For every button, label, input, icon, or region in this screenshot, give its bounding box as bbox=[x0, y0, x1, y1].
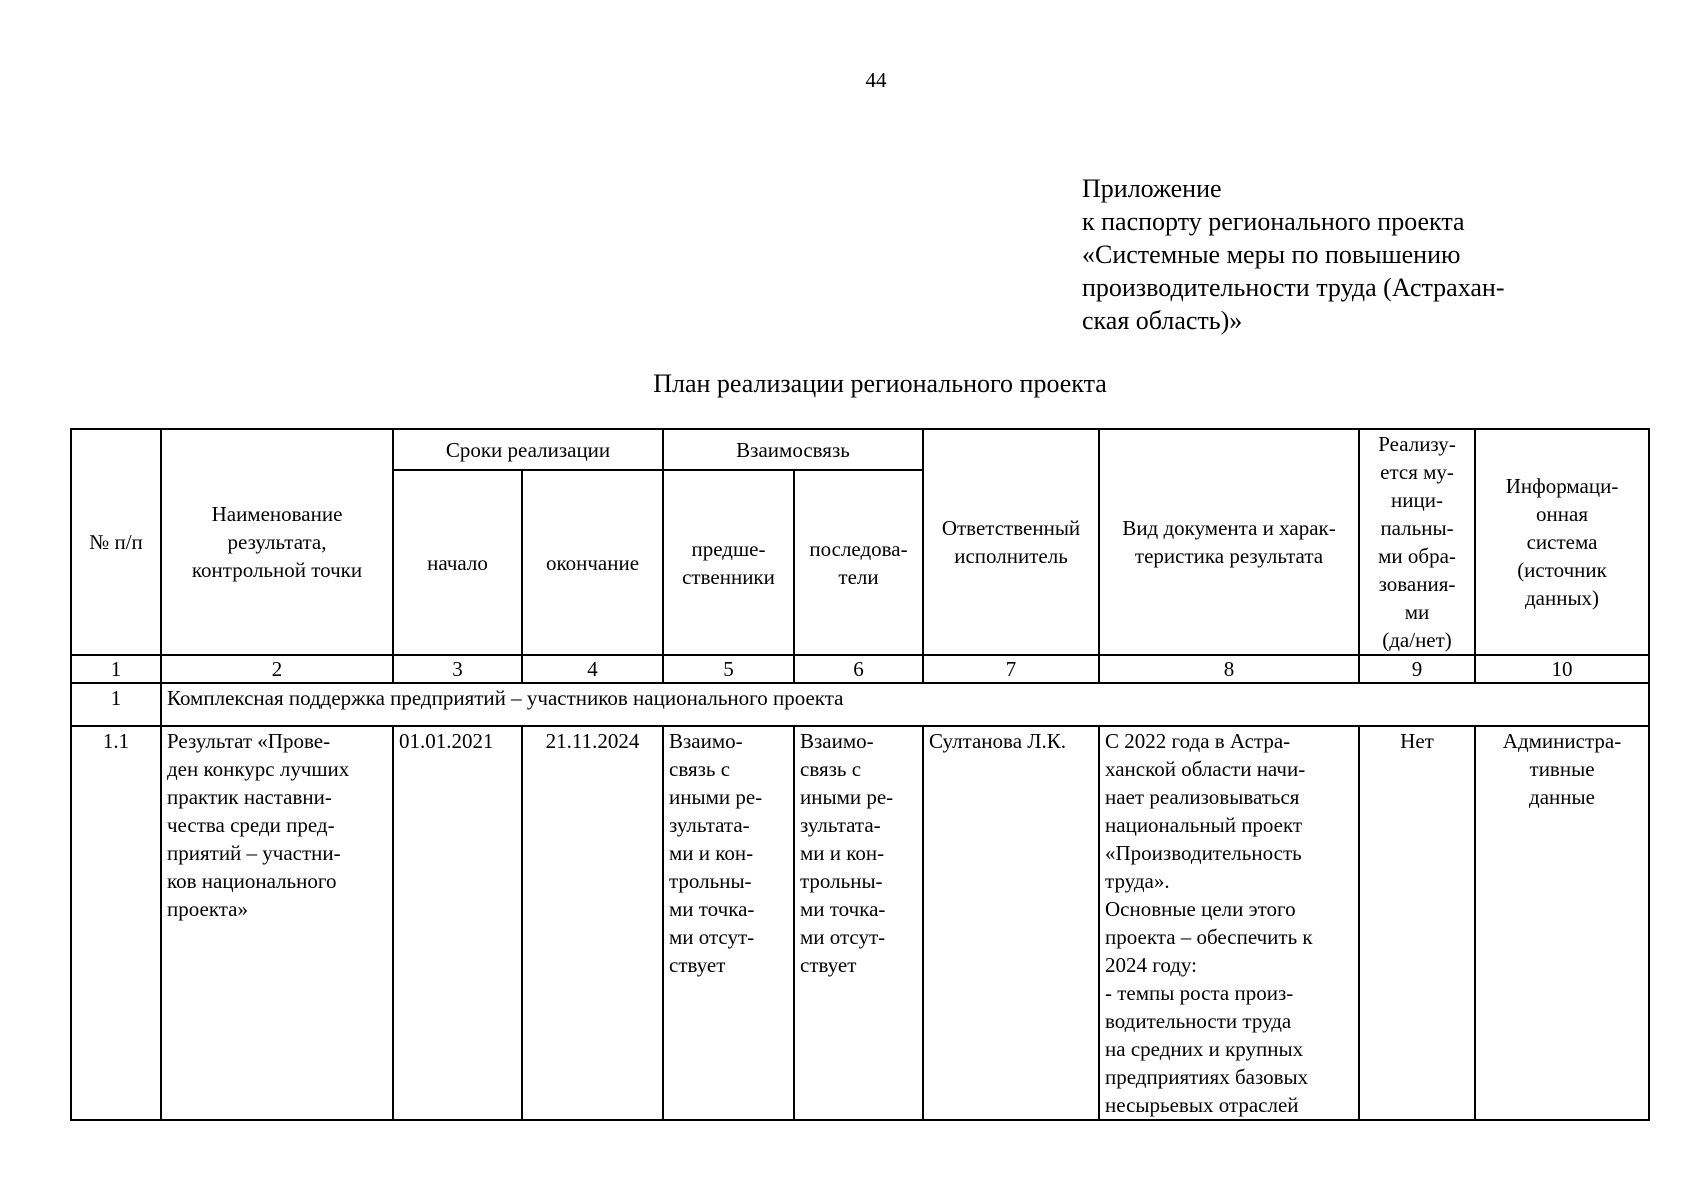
cell-line: ми и кон- bbox=[669, 841, 754, 865]
column-number: 9 bbox=[1359, 655, 1475, 683]
header-line: зования- bbox=[1378, 572, 1456, 596]
row-predecessors bbox=[663, 726, 794, 1120]
cell-line: ми отсут- bbox=[669, 925, 755, 949]
cell-line: трольны- bbox=[669, 869, 752, 893]
section-number: 1 bbox=[71, 683, 161, 726]
cell-line: национальный проект bbox=[1105, 813, 1303, 837]
column-number-row bbox=[71, 655, 1649, 683]
header-line: ници- bbox=[1391, 488, 1443, 512]
cell-line: приятий – участни- bbox=[167, 841, 341, 865]
cell-line: иными ре- bbox=[669, 785, 763, 809]
appendix-line: Приложение bbox=[1082, 174, 1222, 203]
cell-line: ми и кон- bbox=[800, 841, 885, 865]
cell-line: 2024 году: bbox=[1105, 953, 1197, 977]
plan-title: План реализации регионального проекта bbox=[653, 369, 1107, 398]
header-row bbox=[71, 429, 1649, 470]
cell-line: Основные цели этого bbox=[1105, 897, 1296, 921]
header-line: контрольной точки bbox=[191, 558, 363, 582]
header-num: № п/п bbox=[71, 429, 161, 655]
header-line: Ответственный bbox=[941, 516, 1081, 540]
header-line: Информаци- bbox=[1505, 474, 1619, 498]
header-line: (источник bbox=[1517, 558, 1607, 582]
row-number: 1.1 bbox=[71, 726, 161, 1120]
header-predecessors bbox=[663, 470, 794, 655]
column-number: 2 bbox=[161, 655, 393, 683]
column-number: 3 bbox=[393, 655, 522, 683]
section-row bbox=[71, 683, 1649, 726]
header-line: предше- bbox=[691, 536, 766, 561]
header-responsible bbox=[923, 429, 1099, 655]
cell-line: ми точка- bbox=[800, 897, 886, 921]
cell-line: ден конкурс лучших bbox=[167, 757, 350, 781]
cell-line: тивные bbox=[1529, 757, 1595, 781]
column-number: 5 bbox=[663, 655, 794, 683]
table-row bbox=[71, 726, 1649, 1120]
cell-line: - темпы роста произ- bbox=[1105, 981, 1294, 1005]
header-successors bbox=[794, 470, 923, 655]
header-line: (да/нет) bbox=[1382, 628, 1452, 652]
header-line: тели bbox=[838, 564, 879, 589]
appendix-line: «Системные меры по повышению bbox=[1082, 240, 1461, 269]
row-successors bbox=[794, 726, 923, 1120]
cell-line: данные bbox=[1529, 785, 1595, 809]
row-responsible: Султанова Л.К. bbox=[923, 726, 1099, 1120]
row-doc-type bbox=[1099, 726, 1359, 1120]
header-end: окончание bbox=[522, 470, 663, 655]
column-number: 8 bbox=[1099, 655, 1359, 683]
cell-line: ми точка- bbox=[669, 897, 755, 921]
header-line: результата, bbox=[227, 530, 327, 554]
appendix-line: к паспорту регионального проекта bbox=[1082, 207, 1465, 236]
header-line: пальны- bbox=[1380, 516, 1454, 540]
cell-line: Взаимо- bbox=[800, 729, 874, 753]
cell-line: ми отсут- bbox=[800, 925, 886, 949]
header-doc-type bbox=[1099, 429, 1359, 655]
cell-line: зультата- bbox=[669, 813, 750, 837]
header-line: теристика результата bbox=[1134, 544, 1324, 568]
column-number: 6 bbox=[794, 655, 923, 683]
cell-line: ков национального bbox=[167, 869, 337, 893]
cell-line: труда». bbox=[1105, 869, 1170, 893]
header-line: ственники bbox=[682, 564, 775, 589]
cell-line: Администра- bbox=[1502, 729, 1622, 753]
cell-line: проекта» bbox=[167, 897, 248, 921]
row-start-date: 01.01.2021 bbox=[393, 726, 522, 1120]
appendix-caption bbox=[1082, 172, 1505, 337]
cell-line: ствует bbox=[800, 953, 857, 977]
row-end-date: 21.11.2024 bbox=[522, 726, 663, 1120]
header-line: Реализу- bbox=[1378, 432, 1456, 456]
cell-line: Взаимо- bbox=[669, 729, 743, 753]
cell-line: «Производительность bbox=[1105, 841, 1302, 865]
cell-line: ханской области начи- bbox=[1105, 757, 1306, 781]
cell-line: связь с bbox=[800, 757, 862, 781]
row-result-name bbox=[161, 726, 393, 1120]
header-relation-group: Взаимосвязь bbox=[663, 429, 923, 470]
header-line: данных) bbox=[1524, 586, 1600, 610]
header-terms-group: Сроки реализации bbox=[393, 429, 663, 470]
header-info-system bbox=[1475, 429, 1649, 655]
header-line: Вид документа и харак- bbox=[1122, 516, 1336, 540]
column-number: 4 bbox=[522, 655, 663, 683]
cell-line: ствует bbox=[669, 953, 726, 977]
cell-line: иными ре- bbox=[800, 785, 894, 809]
header-line: исполнитель bbox=[954, 544, 1068, 568]
column-number: 7 bbox=[923, 655, 1099, 683]
row-info-system bbox=[1475, 726, 1649, 1120]
cell-line: практик наставни- bbox=[167, 785, 332, 809]
header-line: Наименование bbox=[211, 502, 343, 526]
row-municipal: Нет bbox=[1359, 726, 1475, 1120]
cell-line: водительности труда bbox=[1105, 1009, 1292, 1033]
header-line: ми обра- bbox=[1378, 544, 1456, 568]
header-line: онная bbox=[1536, 502, 1588, 526]
column-number: 10 bbox=[1475, 655, 1649, 683]
cell-line: чества среди пред- bbox=[167, 813, 335, 837]
section-title: Комплексная поддержка предприятий – участников национального проекта bbox=[161, 683, 1649, 726]
cell-line: на средних и крупных bbox=[1105, 1037, 1304, 1061]
header-name bbox=[161, 429, 393, 655]
cell-line: Результат «Прове- bbox=[167, 729, 331, 753]
header-line: ми bbox=[1404, 600, 1430, 624]
cell-line: трольны- bbox=[800, 869, 883, 893]
appendix-line: производительности труда (Астрахан- bbox=[1082, 273, 1505, 302]
appendix-line: ская область)» bbox=[1082, 306, 1243, 335]
header-start: начало bbox=[393, 470, 522, 655]
cell-line: нает реализовываться bbox=[1105, 785, 1300, 809]
cell-line: несырьевых отраслей bbox=[1105, 1093, 1299, 1117]
plan-table bbox=[70, 428, 1650, 1121]
header-line: ется му- bbox=[1380, 460, 1454, 484]
cell-line: зультата- bbox=[800, 813, 881, 837]
page-number: 44 bbox=[865, 68, 887, 92]
header-municipal bbox=[1359, 429, 1475, 655]
header-line: система bbox=[1526, 530, 1598, 554]
cell-line: проекта – обеспечить к bbox=[1105, 925, 1313, 949]
cell-line: С 2022 года в Астра- bbox=[1105, 729, 1291, 753]
column-number: 1 bbox=[71, 655, 161, 683]
cell-line: связь с bbox=[669, 757, 731, 781]
cell-line: предприятиях базовых bbox=[1105, 1065, 1309, 1089]
header-line: последова- bbox=[809, 536, 908, 561]
